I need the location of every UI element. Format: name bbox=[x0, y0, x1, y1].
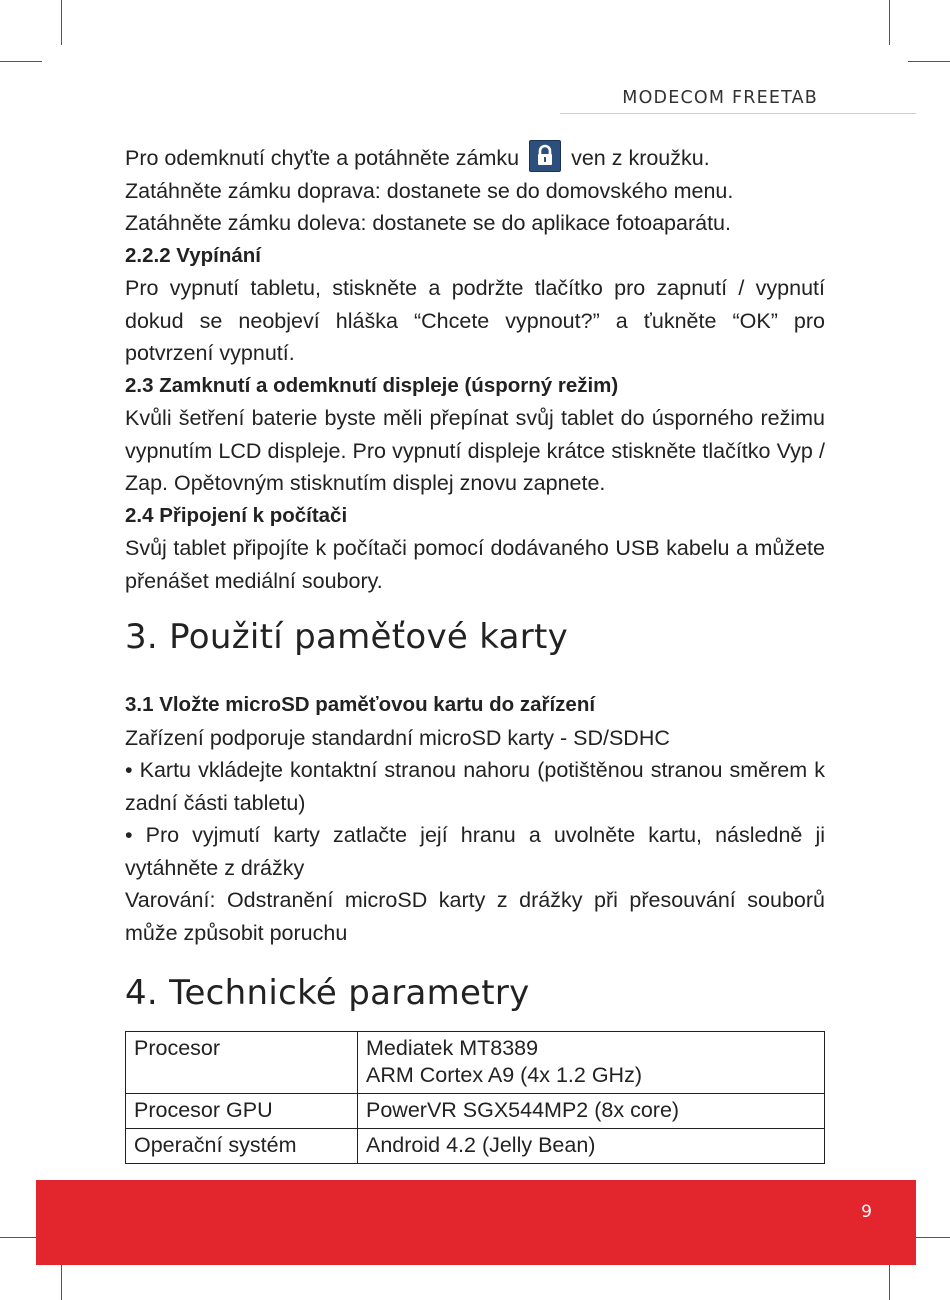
section-3-1-intro: Zařízení podporuje standardní microSD karty - SD/SDHC bbox=[125, 725, 670, 750]
spec-value: Android 4.2 (Jelly Bean) bbox=[358, 1129, 825, 1164]
section-heading-2-2-2: 2.2.2 Vypínání bbox=[125, 243, 261, 267]
bullet-remove-card: • Pro vyjmutí karty zatlačte její hranu a uvolněte kartu, následně ji vytáhněte z drážky bbox=[125, 823, 825, 880]
unlock-text-a: Pro odemknutí chyťte a potáhněte zámku bbox=[125, 146, 520, 170]
section-text-2-4: Svůj tablet připojíte k počítači pomocí dodávaného USB kabelu a můžete přenášet mediální soubory. bbox=[125, 536, 825, 593]
unlock-line bbox=[125, 140, 825, 175]
crop-mark bbox=[889, 0, 890, 45]
footer-bar bbox=[36, 1180, 916, 1265]
spec-value-line: Mediatek MT8389 bbox=[366, 1036, 539, 1060]
swipe-right-line: Zatáhněte zámku doprava: dostanete se do domovského menu. bbox=[125, 178, 734, 203]
section-heading-2-3: 2.3 Zamknutí a odemknutí displeje (úsporný režim) bbox=[125, 373, 619, 397]
warning-text: Varování: Odstranění microSD karty z drážky při přesouvání souborů může způsobit poruchu bbox=[125, 888, 825, 945]
spec-value-line: ARM Cortex A9 (4x 1.2 GHz) bbox=[366, 1063, 642, 1087]
section-heading-3-1: 3.1 Vložte microSD paměťovou kartu do zařízení bbox=[125, 693, 596, 716]
bullet-insert-card: • Kartu vkládejte kontaktní stranou nahoru (potištěnou stranou směrem k zadní části tabletu) bbox=[125, 758, 825, 815]
table-row bbox=[126, 1129, 825, 1164]
swipe-left-line: Zatáhněte zámku doleva: dostanete se do aplikace fotoaparátu. bbox=[125, 211, 731, 235]
chapter-title-4: 4. Technické parametry bbox=[125, 973, 530, 1013]
crop-mark bbox=[0, 61, 42, 62]
chapter-title-3: 3. Použití paměťové karty bbox=[125, 617, 569, 657]
page-number: 9 bbox=[861, 1202, 872, 1222]
crop-mark bbox=[908, 61, 950, 62]
table-row bbox=[126, 1094, 825, 1129]
unlock-text-b: ven z kroužku. bbox=[571, 146, 710, 170]
spec-table bbox=[125, 1031, 825, 1164]
table-row bbox=[126, 1032, 825, 1094]
spec-key: Operační systém bbox=[126, 1129, 358, 1164]
crop-mark bbox=[61, 0, 62, 45]
section-heading-2-4: 2.4 Připojení k počítači bbox=[125, 503, 348, 527]
running-header: MODECOM FREETAB bbox=[622, 88, 818, 108]
page-content bbox=[125, 140, 825, 1164]
spec-value bbox=[358, 1032, 825, 1094]
header-rule bbox=[560, 113, 916, 114]
spec-value: PowerVR SGX544MP2 (8x core) bbox=[358, 1094, 825, 1129]
section-text-2-3: Kvůli šetření baterie byste měli přepínat svůj tablet do úsporného režimu vypnutím LCD displeje. Pro vypnutí displeje krátce stiskněte tlačítko Vyp / Zap. Opětovným stisknutím displej znovu zapnete. bbox=[125, 406, 825, 495]
spec-key: Procesor GPU bbox=[126, 1094, 358, 1129]
spec-key: Procesor bbox=[126, 1032, 358, 1094]
lock-icon bbox=[529, 140, 561, 172]
section-text-2-2-2: Pro vypnutí tabletu, stiskněte a podržte tlačítko pro zapnutí / vypnutí dokud se neobjeví hláška “Chcete vypnout?” a ťukněte “OK” pro potvrzení vypnutí. bbox=[125, 276, 825, 365]
